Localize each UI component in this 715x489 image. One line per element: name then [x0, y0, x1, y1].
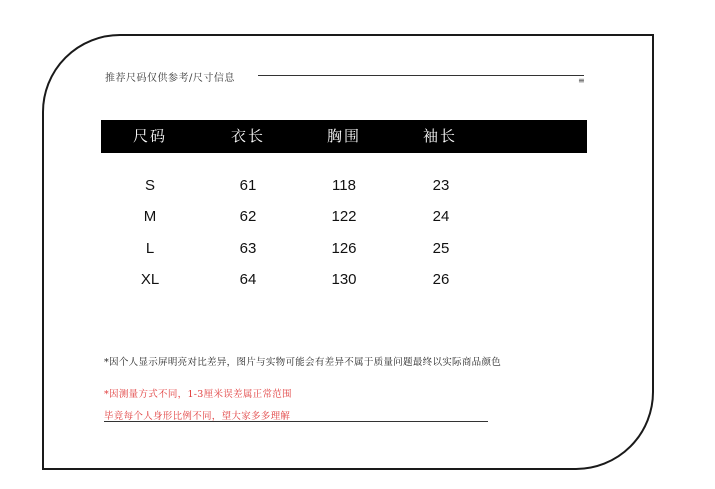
cell-sleeve: 24 [432, 208, 450, 225]
size-table-header [101, 120, 587, 153]
understanding-note: 毕竟每个人身形比例不同，望大家多多理解 [104, 411, 291, 422]
cell-sleeve: 25 [432, 240, 450, 257]
cell-chest: 122 [331, 208, 357, 225]
cell-chest: 126 [331, 240, 357, 257]
cell-sleeve: 23 [432, 177, 450, 194]
cell-length: 61 [239, 177, 257, 194]
table-row [0, 174, 715, 198]
cell-size: XL [140, 271, 160, 288]
cell-chest: 118 [332, 177, 356, 194]
note-underline [104, 421, 488, 422]
table-row [0, 205, 715, 229]
menu-icon: ≡ [578, 76, 585, 85]
column-header-sleeve: 袖长 [422, 127, 457, 145]
table-row [0, 237, 715, 261]
table-row [0, 268, 715, 292]
cell-length: 63 [239, 240, 257, 257]
header-title: 推荐尺码仅供参考/尺寸信息 [105, 73, 235, 84]
column-header-chest: 胸围 [326, 127, 361, 145]
cell-sleeve: 26 [432, 271, 450, 288]
measurement-error-note: *因测量方式不同，1-3厘米误差属正常范围 [104, 389, 292, 400]
cell-size: M [143, 208, 157, 225]
column-header-size: 尺码 [132, 127, 167, 145]
cell-chest: 130 [331, 271, 357, 288]
cell-length: 62 [239, 208, 257, 225]
cell-size: L [145, 240, 155, 257]
cell-size: S [144, 177, 155, 194]
cell-length: 64 [239, 271, 257, 288]
display-difference-note: *因个人显示屏明亮对比差异，图片与实物可能会有差异不属于质量问题最终以实际商品颜色 [104, 357, 502, 368]
header-divider [258, 75, 584, 76]
column-header-length: 衣长 [230, 127, 265, 145]
